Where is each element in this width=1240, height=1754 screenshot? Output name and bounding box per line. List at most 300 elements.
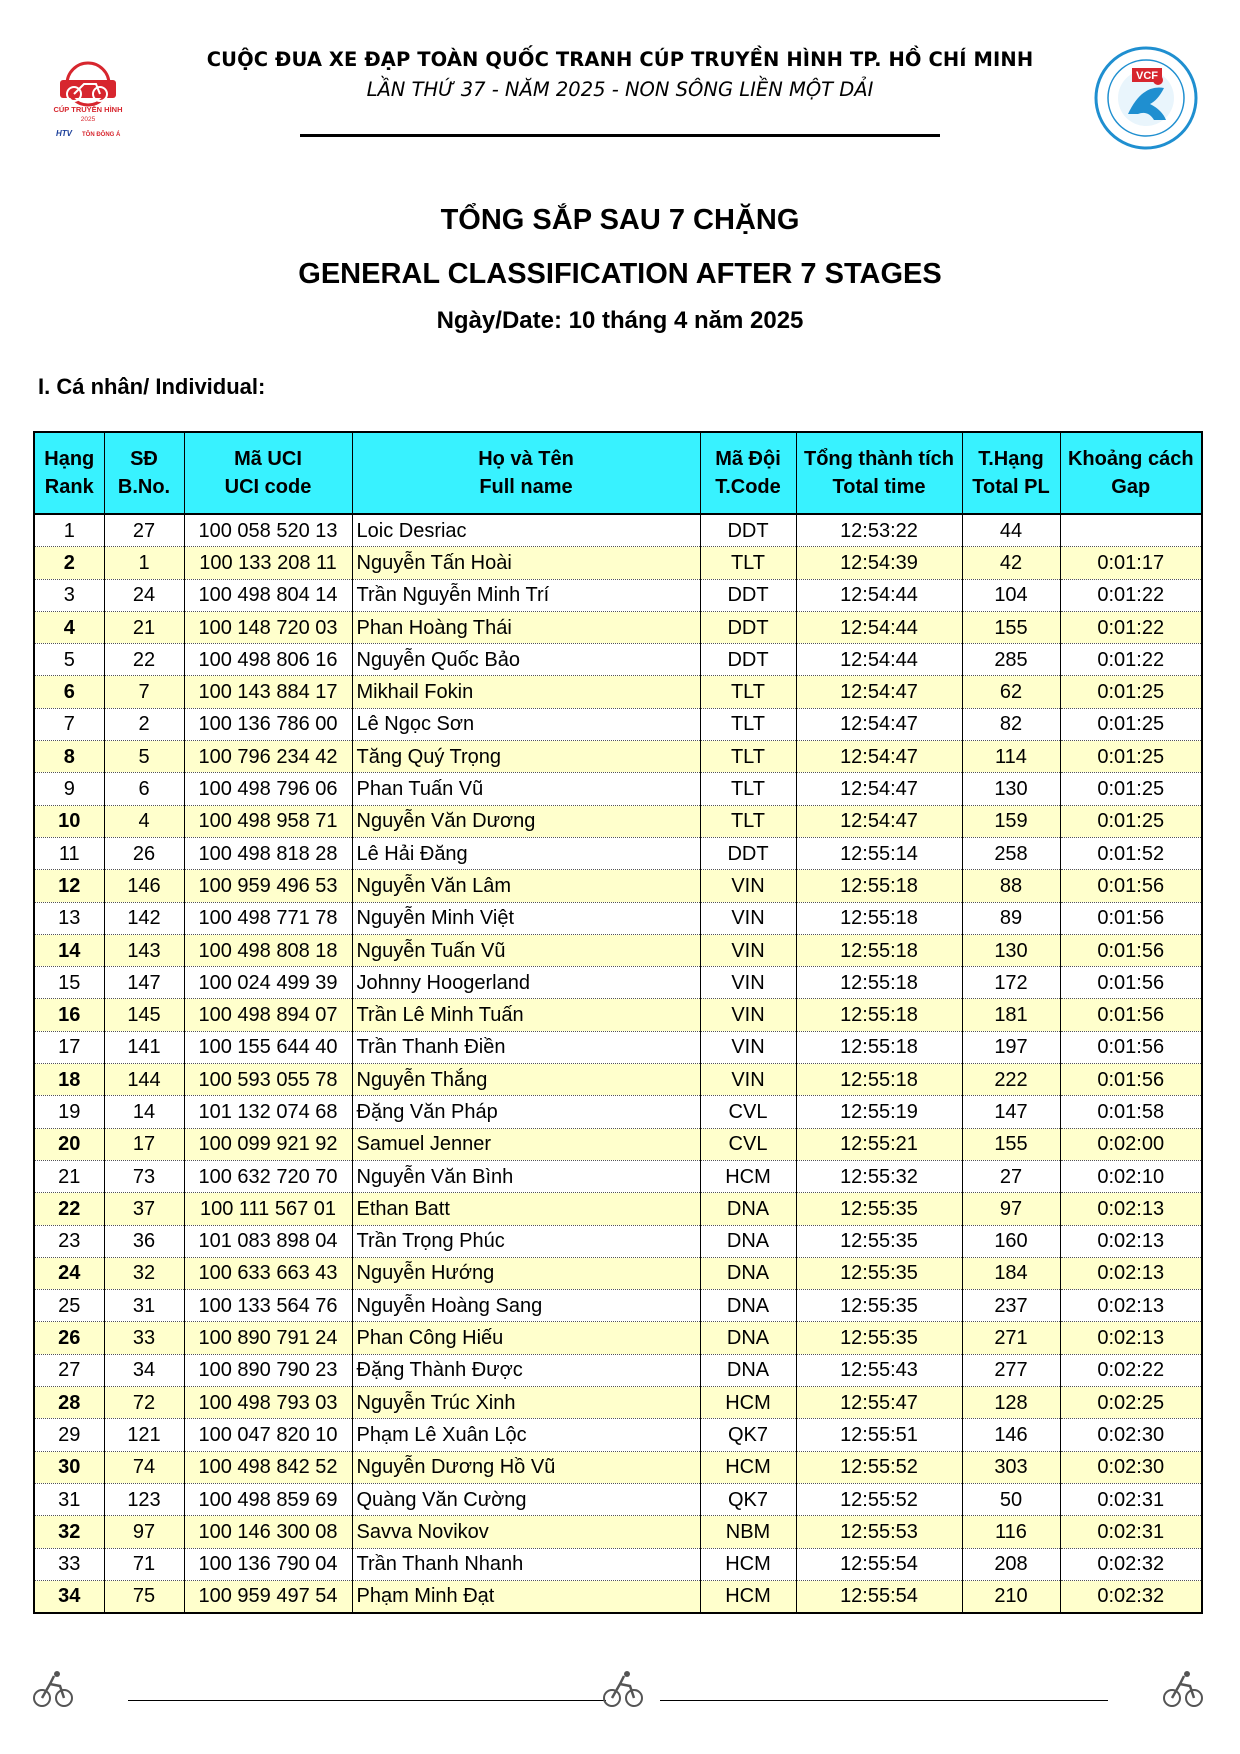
team-code-cell: NBM <box>700 1516 796 1548</box>
uci-code-cell: 100 890 790 23 <box>184 1354 352 1386</box>
rank-cell: 23 <box>34 1225 104 1257</box>
column-header-vi: Hạng <box>44 448 95 470</box>
name-cell: Trần Lê Minh Tuấn <box>352 999 700 1031</box>
total-time-cell: 12:54:44 <box>796 611 962 643</box>
uci-code-cell: 100 498 793 03 <box>184 1387 352 1419</box>
gap-cell: 0:01:56 <box>1060 870 1202 902</box>
gap-cell: 0:01:58 <box>1060 1096 1202 1128</box>
bib-cell: 123 <box>104 1483 184 1515</box>
uci-code-cell: 100 498 808 18 <box>184 934 352 966</box>
gap-cell: 0:02:13 <box>1060 1290 1202 1322</box>
vcf-logo-text: VCF <box>1136 70 1158 82</box>
gap-cell: 0:02:25 <box>1060 1387 1202 1419</box>
rank-cell: 6 <box>34 676 104 708</box>
total-time-cell: 12:55:43 <box>796 1354 962 1386</box>
team-code-cell: CVL <box>700 1128 796 1160</box>
total-time-cell: 12:55:47 <box>796 1387 962 1419</box>
table-row <box>34 934 1202 966</box>
name-cell: Nguyễn Minh Việt <box>352 902 700 934</box>
name-cell: Phan Tuấn Vũ <box>352 773 700 805</box>
table-row <box>34 1096 1202 1128</box>
uci-code-cell: 100 498 818 28 <box>184 837 352 869</box>
name-cell: Phạm Lê Xuân Lộc <box>352 1419 700 1451</box>
bib-cell: 5 <box>104 741 184 773</box>
bib-cell: 143 <box>104 934 184 966</box>
column-header-vi: Tổng thành tích <box>804 448 954 470</box>
total-time-cell: 12:54:47 <box>796 773 962 805</box>
bib-cell: 71 <box>104 1548 184 1580</box>
total-time-cell: 12:55:35 <box>796 1257 962 1289</box>
table-row <box>34 1290 1202 1322</box>
uci-code-cell: 100 796 234 42 <box>184 741 352 773</box>
bib-cell: 146 <box>104 870 184 902</box>
table-row <box>34 514 1202 547</box>
table-row <box>34 644 1202 676</box>
total-time-cell: 12:54:47 <box>796 741 962 773</box>
uci-code-cell: 100 633 663 43 <box>184 1257 352 1289</box>
bib-cell: 27 <box>104 514 184 547</box>
gap-cell: 0:01:17 <box>1060 547 1202 579</box>
column-header-en: UCI code <box>224 476 312 498</box>
rank-cell: 19 <box>34 1096 104 1128</box>
uci-code-cell: 100 148 720 03 <box>184 611 352 643</box>
cup-logo-year: 2025 <box>80 116 96 123</box>
name-cell: Phan Công Hiếu <box>352 1322 700 1354</box>
name-cell: Đặng Thành Được <box>352 1354 700 1386</box>
uci-code-cell: 100 959 496 53 <box>184 870 352 902</box>
total-pl-cell: 50 <box>962 1483 1060 1515</box>
rank-cell: 33 <box>34 1548 104 1580</box>
rank-cell: 1 <box>34 514 104 547</box>
rank-cell: 15 <box>34 967 104 999</box>
total-time-cell: 12:55:19 <box>796 1096 962 1128</box>
team-code-cell: DDT <box>700 514 796 547</box>
total-time-cell: 12:54:47 <box>796 708 962 740</box>
bib-cell: 74 <box>104 1451 184 1483</box>
table-header-row <box>34 432 1202 514</box>
gap-cell: 0:02:13 <box>1060 1257 1202 1289</box>
rank-cell: 5 <box>34 644 104 676</box>
rank-cell: 32 <box>34 1516 104 1548</box>
team-code-cell: VIN <box>700 967 796 999</box>
uci-code-cell: 100 111 567 01 <box>184 1193 352 1225</box>
bib-cell: 145 <box>104 999 184 1031</box>
column-header-vi: Mã Đội <box>715 448 781 470</box>
column-header-vi: Họ và Tên <box>478 448 574 470</box>
gap-cell: 0:02:10 <box>1060 1160 1202 1192</box>
table-row <box>34 1160 1202 1192</box>
rank-cell: 30 <box>34 1451 104 1483</box>
bib-cell: 142 <box>104 902 184 934</box>
total-pl-cell: 130 <box>962 773 1060 805</box>
uci-code-cell: 100 047 820 10 <box>184 1419 352 1451</box>
cup-logo <box>52 60 134 144</box>
name-cell: Nguyễn Văn Dương <box>352 805 700 837</box>
total-pl-cell: 155 <box>962 1128 1060 1160</box>
page-title-english: GENERAL CLASSIFICATION AFTER 7 STAGES <box>298 258 942 290</box>
gap-cell: 0:01:25 <box>1060 676 1202 708</box>
uci-code-cell: 100 136 790 04 <box>184 1548 352 1580</box>
rank-cell: 29 <box>34 1419 104 1451</box>
team-code-cell: TLT <box>700 773 796 805</box>
rank-cell: 4 <box>34 611 104 643</box>
total-pl-cell: 130 <box>962 934 1060 966</box>
gap-cell: 0:02:31 <box>1060 1483 1202 1515</box>
total-pl-cell: 271 <box>962 1322 1060 1354</box>
uci-code-cell: 100 498 958 71 <box>184 805 352 837</box>
rank-cell: 14 <box>34 934 104 966</box>
column-header-rank <box>34 432 104 514</box>
bib-cell: 36 <box>104 1225 184 1257</box>
name-cell: Nguyễn Tuấn Vũ <box>352 934 700 966</box>
bib-cell: 73 <box>104 1160 184 1192</box>
total-pl-cell: 181 <box>962 999 1060 1031</box>
table-row <box>34 837 1202 869</box>
bib-cell: 24 <box>104 579 184 611</box>
team-code-cell: TLT <box>700 741 796 773</box>
rank-cell: 13 <box>34 902 104 934</box>
name-cell: Ethan Batt <box>352 1193 700 1225</box>
total-time-cell: 12:55:18 <box>796 967 962 999</box>
team-code-cell: VIN <box>700 934 796 966</box>
total-pl-cell: 258 <box>962 837 1060 869</box>
gap-cell: 0:02:31 <box>1060 1516 1202 1548</box>
total-time-cell: 12:55:35 <box>796 1290 962 1322</box>
uci-code-cell: 100 155 644 40 <box>184 1031 352 1063</box>
column-header-en: Gap <box>1111 476 1151 498</box>
total-time-cell: 12:55:18 <box>796 934 962 966</box>
total-time-cell: 12:55:18 <box>796 1064 962 1096</box>
table-row <box>34 773 1202 805</box>
total-pl-cell: 104 <box>962 579 1060 611</box>
cup-logo-text: CÚP TRUYỀN HÌNH <box>53 105 123 114</box>
team-code-cell: DDT <box>700 579 796 611</box>
gap-cell: 0:01:56 <box>1060 967 1202 999</box>
uci-code-cell: 100 136 786 00 <box>184 708 352 740</box>
gap-cell: 0:01:56 <box>1060 934 1202 966</box>
name-cell: Nguyễn Văn Bình <box>352 1160 700 1192</box>
rank-cell: 16 <box>34 999 104 1031</box>
table-row <box>34 1387 1202 1419</box>
column-header-team-code <box>700 432 796 514</box>
name-cell: Đặng Văn Pháp <box>352 1096 700 1128</box>
bib-cell: 33 <box>104 1322 184 1354</box>
gap-cell: 0:01:52 <box>1060 837 1202 869</box>
bib-cell: 32 <box>104 1257 184 1289</box>
rank-cell: 17 <box>34 1031 104 1063</box>
table-row <box>34 1128 1202 1160</box>
ton-dong-a-logo: TÔN ĐÔNG Á <box>82 132 121 138</box>
total-time-cell: 12:55:18 <box>796 870 962 902</box>
total-time-cell: 12:55:52 <box>796 1451 962 1483</box>
cyclist-mark-icon <box>30 1668 76 1712</box>
name-cell: Phạm Minh Đạt <box>352 1580 700 1613</box>
name-cell: Tăng Quý Trọng <box>352 741 700 773</box>
vcf-logo <box>1092 44 1200 152</box>
total-time-cell: 12:55:21 <box>796 1128 962 1160</box>
gap-cell: 0:02:22 <box>1060 1354 1202 1386</box>
table-row <box>34 870 1202 902</box>
total-pl-cell: 88 <box>962 870 1060 902</box>
total-pl-cell: 160 <box>962 1225 1060 1257</box>
name-cell: Nguyễn Hướng <box>352 1257 700 1289</box>
section-heading: I. Cá nhân/ Individual: <box>38 374 266 399</box>
uci-code-cell: 100 099 921 92 <box>184 1128 352 1160</box>
bib-cell: 97 <box>104 1516 184 1548</box>
bib-cell: 21 <box>104 611 184 643</box>
table-row <box>34 1354 1202 1386</box>
total-time-cell: 12:55:18 <box>796 902 962 934</box>
total-pl-cell: 172 <box>962 967 1060 999</box>
name-cell: Johnny Hoogerland <box>352 967 700 999</box>
gap-cell <box>1060 514 1202 547</box>
uci-code-cell: 100 498 842 52 <box>184 1451 352 1483</box>
bib-cell: 144 <box>104 1064 184 1096</box>
total-pl-cell: 44 <box>962 514 1060 547</box>
table-row <box>34 1031 1202 1063</box>
team-code-cell: TLT <box>700 805 796 837</box>
bib-cell: 22 <box>104 644 184 676</box>
team-code-cell: DNA <box>700 1193 796 1225</box>
name-cell: Trần Trọng Phúc <box>352 1225 700 1257</box>
column-header-vi: T.Hạng <box>978 448 1044 470</box>
rank-cell: 3 <box>34 579 104 611</box>
table-row <box>34 1483 1202 1515</box>
team-code-cell: DNA <box>700 1225 796 1257</box>
table-row <box>34 676 1202 708</box>
total-pl-cell: 42 <box>962 547 1060 579</box>
rank-cell: 24 <box>34 1257 104 1289</box>
name-cell: Nguyễn Văn Lâm <box>352 870 700 902</box>
gap-cell: 0:01:25 <box>1060 805 1202 837</box>
htv-logo: HTV <box>56 129 72 138</box>
gap-cell: 0:01:22 <box>1060 644 1202 676</box>
uci-code-cell: 101 132 074 68 <box>184 1096 352 1128</box>
total-pl-cell: 285 <box>962 644 1060 676</box>
column-header-vi: Khoảng cách <box>1067 448 1194 470</box>
bib-cell: 4 <box>104 805 184 837</box>
uci-code-cell: 100 890 791 24 <box>184 1322 352 1354</box>
classification-table <box>33 431 1203 1614</box>
total-pl-cell: 197 <box>962 1031 1060 1063</box>
uci-code-cell: 100 498 796 06 <box>184 773 352 805</box>
rank-cell: 20 <box>34 1128 104 1160</box>
cyclist-mark-icon <box>1160 1668 1206 1712</box>
column-header-uci-code <box>184 432 352 514</box>
uci-code-cell: 100 498 859 69 <box>184 1483 352 1515</box>
column-header-total-time <box>796 432 962 514</box>
total-pl-cell: 82 <box>962 708 1060 740</box>
gap-cell: 0:01:56 <box>1060 902 1202 934</box>
name-cell: Phan Hoàng Thái <box>352 611 700 643</box>
team-code-cell: HCM <box>700 1580 796 1613</box>
total-time-cell: 12:54:47 <box>796 676 962 708</box>
team-code-cell: TLT <box>700 547 796 579</box>
gap-cell: 0:01:56 <box>1060 999 1202 1031</box>
footer-line <box>128 1700 606 1701</box>
uci-code-cell: 100 498 806 16 <box>184 644 352 676</box>
total-time-cell: 12:55:53 <box>796 1516 962 1548</box>
total-time-cell: 12:54:39 <box>796 547 962 579</box>
column-header-vi: Mã UCI <box>234 448 302 470</box>
rank-cell: 22 <box>34 1193 104 1225</box>
total-time-cell: 12:55:14 <box>796 837 962 869</box>
team-code-cell: DNA <box>700 1322 796 1354</box>
gap-cell: 0:01:22 <box>1060 611 1202 643</box>
name-cell: Savva Novikov <box>352 1516 700 1548</box>
rank-cell: 27 <box>34 1354 104 1386</box>
name-cell: Quàng Văn Cường <box>352 1483 700 1515</box>
column-header-en: B.No. <box>117 476 171 498</box>
cyclist-mark-icon <box>600 1668 646 1712</box>
rank-cell: 31 <box>34 1483 104 1515</box>
total-time-cell: 12:55:35 <box>796 1225 962 1257</box>
team-code-cell: DDT <box>700 611 796 643</box>
total-pl-cell: 114 <box>962 741 1060 773</box>
bib-cell: 17 <box>104 1128 184 1160</box>
rank-cell: 28 <box>34 1387 104 1419</box>
uci-code-cell: 100 133 564 76 <box>184 1290 352 1322</box>
team-code-cell: DDT <box>700 644 796 676</box>
uci-code-cell: 100 058 520 13 <box>184 514 352 547</box>
total-time-cell: 12:55:18 <box>796 1031 962 1063</box>
total-pl-cell: 128 <box>962 1387 1060 1419</box>
total-time-cell: 12:55:18 <box>796 999 962 1031</box>
gap-cell: 0:02:30 <box>1060 1419 1202 1451</box>
table-row <box>34 741 1202 773</box>
column-header-gap <box>1060 432 1202 514</box>
total-time-cell: 12:55:35 <box>796 1322 962 1354</box>
name-cell: Loic Desriac <box>352 514 700 547</box>
bib-cell: 72 <box>104 1387 184 1419</box>
table-row <box>34 1419 1202 1451</box>
total-time-cell: 12:54:47 <box>796 805 962 837</box>
footer-line <box>660 1700 1108 1701</box>
total-pl-cell: 89 <box>962 902 1060 934</box>
total-pl-cell: 147 <box>962 1096 1060 1128</box>
total-time-cell: 12:55:54 <box>796 1548 962 1580</box>
rank-cell: 21 <box>34 1160 104 1192</box>
total-pl-cell: 210 <box>962 1580 1060 1613</box>
bib-cell: 34 <box>104 1354 184 1386</box>
rank-cell: 10 <box>34 805 104 837</box>
rank-cell: 25 <box>34 1290 104 1322</box>
name-cell: Nguyễn Dương Hồ Vũ <box>352 1451 700 1483</box>
name-cell: Nguyễn Hoàng Sang <box>352 1290 700 1322</box>
page-title: TỔNG SẮP SAU 7 CHẶNG <box>440 204 800 236</box>
bib-cell: 14 <box>104 1096 184 1128</box>
uci-code-cell: 100 146 300 08 <box>184 1516 352 1548</box>
team-code-cell: VIN <box>700 1064 796 1096</box>
rank-cell: 18 <box>34 1064 104 1096</box>
total-pl-cell: 27 <box>962 1160 1060 1192</box>
name-cell: Samuel Jenner <box>352 1128 700 1160</box>
total-pl-cell: 62 <box>962 676 1060 708</box>
bib-cell: 121 <box>104 1419 184 1451</box>
table-row <box>34 1225 1202 1257</box>
uci-code-cell: 100 498 804 14 <box>184 579 352 611</box>
rank-cell: 2 <box>34 547 104 579</box>
total-pl-cell: 222 <box>962 1064 1060 1096</box>
table-row <box>34 805 1202 837</box>
uci-code-cell: 100 593 055 78 <box>184 1064 352 1096</box>
table-row <box>34 547 1202 579</box>
team-code-cell: VIN <box>700 870 796 902</box>
rank-cell: 12 <box>34 870 104 902</box>
name-cell: Nguyễn Trúc Xinh <box>352 1387 700 1419</box>
gap-cell: 0:02:32 <box>1060 1548 1202 1580</box>
table-row <box>34 999 1202 1031</box>
total-time-cell: 12:55:51 <box>796 1419 962 1451</box>
gap-cell: 0:01:25 <box>1060 741 1202 773</box>
table-row <box>34 1516 1202 1548</box>
table-row <box>34 1451 1202 1483</box>
table-row <box>34 708 1202 740</box>
table-row <box>34 902 1202 934</box>
gap-cell: 0:02:13 <box>1060 1193 1202 1225</box>
column-header-en: Full name <box>479 476 573 498</box>
uci-code-cell: 101 083 898 04 <box>184 1225 352 1257</box>
uci-code-cell: 100 133 208 11 <box>184 547 352 579</box>
gap-cell: 0:02:13 <box>1060 1225 1202 1257</box>
table-row <box>34 1193 1202 1225</box>
team-code-cell: HCM <box>700 1387 796 1419</box>
bib-cell: 141 <box>104 1031 184 1063</box>
uci-code-cell: 100 024 499 39 <box>184 967 352 999</box>
bib-cell: 31 <box>104 1290 184 1322</box>
total-pl-cell: 208 <box>962 1548 1060 1580</box>
total-time-cell: 12:55:52 <box>796 1483 962 1515</box>
bib-cell: 1 <box>104 547 184 579</box>
name-cell: Trần Thanh Điền <box>352 1031 700 1063</box>
team-code-cell: DDT <box>700 837 796 869</box>
total-pl-cell: 159 <box>962 805 1060 837</box>
total-pl-cell: 116 <box>962 1516 1060 1548</box>
table-row <box>34 967 1202 999</box>
gap-cell: 0:02:30 <box>1060 1451 1202 1483</box>
name-cell: Trần Nguyễn Minh Trí <box>352 579 700 611</box>
team-code-cell: QK7 <box>700 1419 796 1451</box>
event-title: CUỘC ĐUA XE ĐẠP TOÀN QUỐC TRANH CÚP TRUYỀN HÌNH TP. HỒ CHÍ MINH <box>206 48 1034 71</box>
name-cell: Trần Thanh Nhanh <box>352 1548 700 1580</box>
name-cell: Nguyễn Tấn Hoài <box>352 547 700 579</box>
column-header-en: Rank <box>44 476 94 498</box>
rank-cell: 26 <box>34 1322 104 1354</box>
uci-code-cell: 100 959 497 54 <box>184 1580 352 1613</box>
bib-cell: 75 <box>104 1580 184 1613</box>
table-row <box>34 1064 1202 1096</box>
team-code-cell: DNA <box>700 1257 796 1289</box>
total-time-cell: 12:54:44 <box>796 579 962 611</box>
team-code-cell: HCM <box>700 1160 796 1192</box>
total-pl-cell: 184 <box>962 1257 1060 1289</box>
team-code-cell: HCM <box>700 1548 796 1580</box>
gap-cell: 0:01:56 <box>1060 1031 1202 1063</box>
team-code-cell: CVL <box>700 1096 796 1128</box>
total-time-cell: 12:55:54 <box>796 1580 962 1613</box>
header-divider <box>300 134 940 137</box>
total-pl-cell: 277 <box>962 1354 1060 1386</box>
name-cell: Mikhail Fokin <box>352 676 700 708</box>
column-header-bib <box>104 432 184 514</box>
table-row <box>34 1322 1202 1354</box>
uci-code-cell: 100 632 720 70 <box>184 1160 352 1192</box>
table-row <box>34 611 1202 643</box>
date-label: Ngày/Date: 10 tháng 4 năm 2025 <box>436 307 804 334</box>
team-code-cell: TLT <box>700 676 796 708</box>
total-pl-cell: 97 <box>962 1193 1060 1225</box>
team-code-cell: QK7 <box>700 1483 796 1515</box>
